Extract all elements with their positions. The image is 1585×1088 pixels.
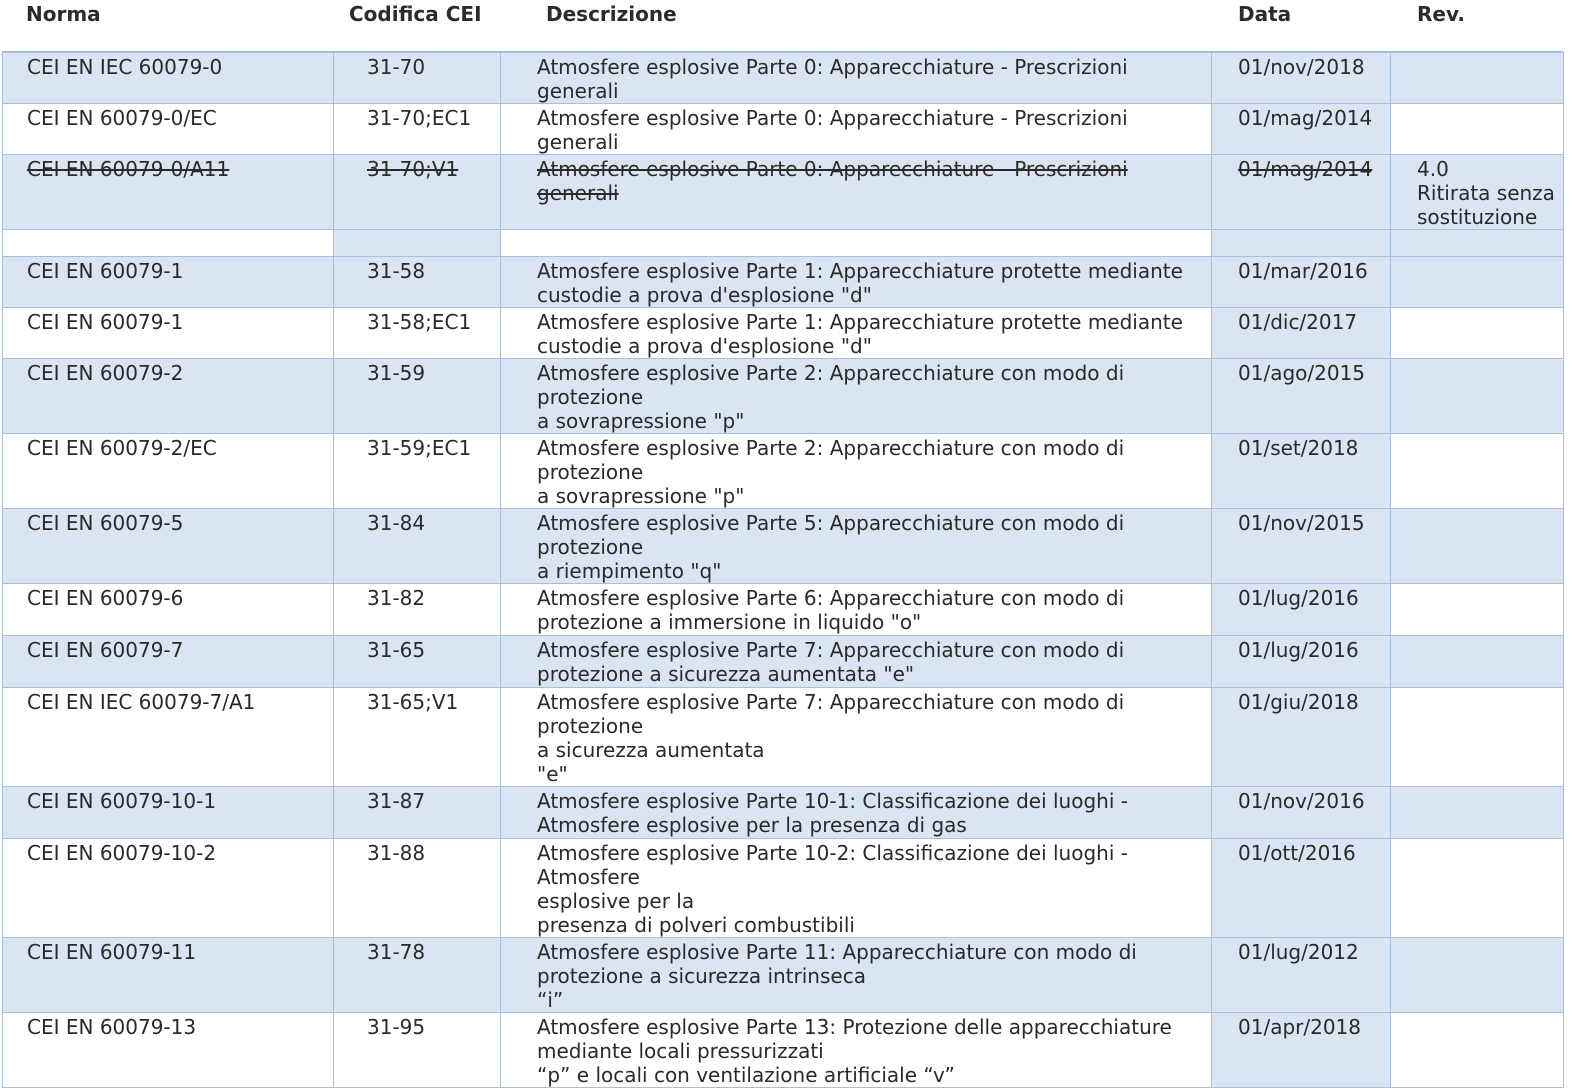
cell-descrizione bbox=[501, 787, 1212, 839]
data-text: 01/dic/2017 bbox=[1238, 310, 1358, 334]
table-row bbox=[3, 53, 1564, 104]
rev-text bbox=[1417, 434, 1563, 436]
cell-descrizione bbox=[501, 688, 1212, 787]
norma-text: CEI EN 60079-6 bbox=[27, 586, 184, 610]
cell-data bbox=[1212, 104, 1391, 155]
rev-text bbox=[1417, 257, 1563, 259]
descrizione-text: Atmosfere esplosive Parte 1: Apparecchiature protette mediante custodie a prova d'esplosione "d" bbox=[537, 310, 1183, 358]
cell-descrizione bbox=[501, 509, 1212, 584]
rev-text bbox=[1417, 938, 1563, 940]
norma-text bbox=[27, 230, 333, 232]
cell-norma bbox=[3, 636, 334, 688]
cell-descrizione bbox=[501, 434, 1212, 509]
cell-norma bbox=[3, 688, 334, 787]
cell-codifica bbox=[334, 230, 501, 257]
header-data: Data bbox=[1238, 2, 1292, 26]
norma-text: CEI EN IEC 60079-7/A1 bbox=[27, 690, 256, 714]
standards-table bbox=[2, 52, 1564, 1088]
cell-norma bbox=[3, 584, 334, 636]
descrizione-text: Atmosfere esplosive Parte 7: Apparecchiature con modo di protezione a sicurezza aumentata "e" bbox=[537, 638, 1125, 686]
cell-descrizione bbox=[501, 1013, 1212, 1088]
codifica-text bbox=[367, 230, 500, 232]
cell-rev bbox=[1391, 230, 1564, 257]
table-row bbox=[3, 257, 1564, 308]
cell-codifica bbox=[334, 1013, 501, 1088]
codifica-text: 31-58 bbox=[367, 259, 426, 283]
rev-text bbox=[1417, 584, 1563, 586]
table-row bbox=[3, 839, 1564, 938]
table-row bbox=[3, 636, 1564, 688]
table-row bbox=[3, 509, 1564, 584]
descrizione-text: Atmosfere esplosive Parte 10-1: Classificazione dei luoghi - Atmosfere esplosive per la presenza di gas bbox=[537, 789, 1128, 837]
cell-codifica bbox=[334, 53, 501, 104]
cell-norma bbox=[3, 257, 334, 308]
norma-text: CEI EN 60079-10-2 bbox=[27, 841, 217, 865]
codifica-text: 31-82 bbox=[367, 586, 426, 610]
cell-norma bbox=[3, 155, 334, 230]
cell-rev bbox=[1391, 584, 1564, 636]
cell-norma bbox=[3, 308, 334, 359]
cell-codifica bbox=[334, 688, 501, 787]
codifica-text: 31-95 bbox=[367, 1015, 426, 1039]
cell-rev bbox=[1391, 155, 1564, 230]
rev-text bbox=[1417, 104, 1563, 106]
cell-data bbox=[1212, 230, 1391, 257]
table-row bbox=[3, 787, 1564, 839]
header-rev: Rev. bbox=[1417, 2, 1465, 26]
rev-text bbox=[1417, 839, 1563, 841]
cell-descrizione bbox=[501, 230, 1212, 257]
data-text: 01/nov/2015 bbox=[1238, 511, 1365, 535]
descrizione-text: Atmosfere esplosive Parte 2: Apparecchiature con modo di protezione a sovrapressione "p" bbox=[537, 436, 1125, 508]
cell-norma bbox=[3, 509, 334, 584]
cell-data bbox=[1212, 53, 1391, 104]
cell-rev bbox=[1391, 688, 1564, 787]
cell-codifica bbox=[334, 308, 501, 359]
cell-data bbox=[1212, 636, 1391, 688]
descrizione-text: Atmosfere esplosive Parte 0: Apparecchiature - Prescrizioni generali bbox=[537, 157, 1128, 205]
cell-descrizione bbox=[501, 308, 1212, 359]
codifica-text: 31-58;EC1 bbox=[367, 310, 472, 334]
norma-text: CEI EN 60079-1 bbox=[27, 310, 184, 334]
table-row bbox=[3, 688, 1564, 787]
codifica-text: 31-65;V1 bbox=[367, 690, 459, 714]
cell-descrizione bbox=[501, 584, 1212, 636]
table-row bbox=[3, 155, 1564, 230]
cell-rev bbox=[1391, 104, 1564, 155]
descrizione-text bbox=[537, 230, 1211, 232]
cell-data bbox=[1212, 155, 1391, 230]
norma-text: CEI EN 60079-7 bbox=[27, 638, 184, 662]
table-row bbox=[3, 1013, 1564, 1088]
rev-text bbox=[1417, 787, 1563, 789]
cell-norma bbox=[3, 53, 334, 104]
rev-text bbox=[1417, 509, 1563, 511]
data-text: 01/mag/2014 bbox=[1238, 157, 1373, 181]
cell-data bbox=[1212, 434, 1391, 509]
norma-text: CEI EN 60079-5 bbox=[27, 511, 184, 535]
rev-text bbox=[1417, 308, 1563, 310]
cell-descrizione bbox=[501, 257, 1212, 308]
cell-rev bbox=[1391, 257, 1564, 308]
descrizione-text: Atmosfere esplosive Parte 6: Apparecchiature con modo di protezione a immersione in liquido "o" bbox=[537, 586, 1125, 634]
norma-text: CEI EN IEC 60079-0 bbox=[27, 55, 223, 79]
cell-norma bbox=[3, 434, 334, 509]
cell-rev bbox=[1391, 359, 1564, 434]
cell-codifica bbox=[334, 839, 501, 938]
data-text bbox=[1238, 230, 1390, 232]
rev-text bbox=[1417, 688, 1563, 690]
table-row bbox=[3, 359, 1564, 434]
data-text: 01/lug/2016 bbox=[1238, 638, 1359, 662]
norma-text: CEI EN 60079-1 bbox=[27, 259, 184, 283]
descrizione-text: Atmosfere esplosive Parte 1: Apparecchiature protette mediante custodie a prova d'esplosione "d" bbox=[537, 259, 1183, 307]
data-text: 01/nov/2018 bbox=[1238, 55, 1365, 79]
norma-text: CEI EN 60079-13 bbox=[27, 1015, 197, 1039]
cell-norma bbox=[3, 359, 334, 434]
cell-codifica bbox=[334, 257, 501, 308]
cell-codifica bbox=[334, 509, 501, 584]
cell-rev bbox=[1391, 509, 1564, 584]
descrizione-text: Atmosfere esplosive Parte 0: Apparecchiature - Prescrizioni generali bbox=[537, 55, 1128, 103]
cell-rev bbox=[1391, 787, 1564, 839]
cell-codifica bbox=[334, 584, 501, 636]
cell-data bbox=[1212, 839, 1391, 938]
cell-data bbox=[1212, 359, 1391, 434]
cell-codifica bbox=[334, 155, 501, 230]
cell-codifica bbox=[334, 434, 501, 509]
descrizione-text: Atmosfere esplosive Parte 0: Apparecchiature - Prescrizioni generali bbox=[537, 106, 1128, 154]
cell-data bbox=[1212, 257, 1391, 308]
cell-descrizione bbox=[501, 839, 1212, 938]
norma-text: CEI EN 60079-0/A11 bbox=[27, 157, 230, 181]
cell-data bbox=[1212, 509, 1391, 584]
codifica-text: 31-70;V1 bbox=[367, 157, 459, 181]
data-text: 01/ott/2016 bbox=[1238, 841, 1356, 865]
cell-rev bbox=[1391, 636, 1564, 688]
cell-norma bbox=[3, 230, 334, 257]
cell-rev bbox=[1391, 434, 1564, 509]
descrizione-text: Atmosfere esplosive Parte 2: Apparecchiature con modo di protezione a sovrapressione "p" bbox=[537, 361, 1125, 433]
cell-codifica bbox=[334, 636, 501, 688]
cell-norma bbox=[3, 839, 334, 938]
cell-data bbox=[1212, 688, 1391, 787]
cell-norma bbox=[3, 787, 334, 839]
descrizione-text: Atmosfere esplosive Parte 11: Apparecchiature con modo di protezione a sicurezza intrinseca “i” bbox=[537, 940, 1137, 1012]
data-text: 01/ago/2015 bbox=[1238, 361, 1366, 385]
codifica-text: 31-70 bbox=[367, 55, 426, 79]
cell-codifica bbox=[334, 104, 501, 155]
rev-text bbox=[1417, 1013, 1563, 1015]
cell-data bbox=[1212, 938, 1391, 1013]
cell-rev bbox=[1391, 839, 1564, 938]
codifica-text: 31-87 bbox=[367, 789, 426, 813]
cell-codifica bbox=[334, 359, 501, 434]
norma-text: CEI EN 60079-10-1 bbox=[27, 789, 217, 813]
data-text: 01/lug/2016 bbox=[1238, 586, 1359, 610]
cell-codifica bbox=[334, 787, 501, 839]
cell-descrizione bbox=[501, 636, 1212, 688]
header-descrizione: Descrizione bbox=[546, 2, 677, 26]
header-codifica: Codifica CEI bbox=[349, 2, 482, 26]
header-norma: Norma bbox=[26, 2, 101, 26]
data-text: 01/giu/2018 bbox=[1238, 690, 1359, 714]
table-row bbox=[3, 308, 1564, 359]
table-row bbox=[3, 230, 1564, 257]
codifica-text: 31-65 bbox=[367, 638, 426, 662]
norma-text: CEI EN 60079-2 bbox=[27, 361, 184, 385]
codifica-text: 31-88 bbox=[367, 841, 426, 865]
codifica-text: 31-70;EC1 bbox=[367, 106, 472, 130]
table-header bbox=[0, 0, 1565, 52]
descrizione-text: Atmosfere esplosive Parte 13: Protezione delle apparecchiature mediante locali pressurizzati “p” e locali con ventilazione artificiale “v” bbox=[537, 1015, 1172, 1087]
cell-data bbox=[1212, 1013, 1391, 1088]
table-row bbox=[3, 938, 1564, 1013]
cell-data bbox=[1212, 787, 1391, 839]
norma-text: CEI EN 60079-2/EC bbox=[27, 436, 217, 460]
cell-descrizione bbox=[501, 359, 1212, 434]
cell-norma bbox=[3, 1013, 334, 1088]
cell-data bbox=[1212, 584, 1391, 636]
cell-codifica bbox=[334, 938, 501, 1013]
data-text: 01/mag/2014 bbox=[1238, 106, 1373, 130]
norma-text: CEI EN 60079-0/EC bbox=[27, 106, 217, 130]
codifica-text: 31-84 bbox=[367, 511, 426, 535]
data-text: 01/set/2018 bbox=[1238, 436, 1359, 460]
cell-norma bbox=[3, 104, 334, 155]
rev-text: 4.0 Ritirata senza sostituzione bbox=[1417, 157, 1555, 229]
cell-descrizione bbox=[501, 104, 1212, 155]
cell-data bbox=[1212, 308, 1391, 359]
descrizione-text: Atmosfere esplosive Parte 7: Apparecchiature con modo di protezione a sicurezza aumentata "e" bbox=[537, 690, 1125, 786]
rev-text bbox=[1417, 53, 1563, 55]
rev-text bbox=[1417, 359, 1563, 361]
cell-rev bbox=[1391, 53, 1564, 104]
cell-rev bbox=[1391, 308, 1564, 359]
codifica-text: 31-78 bbox=[367, 940, 426, 964]
descrizione-text: Atmosfere esplosive Parte 10-2: Classificazione dei luoghi - Atmosfere esplosive per la presenza di polveri combustibili bbox=[537, 841, 1128, 937]
codifica-text: 31-59;EC1 bbox=[367, 436, 472, 460]
data-text: 01/mar/2016 bbox=[1238, 259, 1368, 283]
cell-norma bbox=[3, 938, 334, 1013]
table-body bbox=[3, 53, 1564, 1088]
table-row bbox=[3, 584, 1564, 636]
codifica-text: 31-59 bbox=[367, 361, 426, 385]
data-text: 01/apr/2018 bbox=[1238, 1015, 1361, 1039]
rev-text bbox=[1417, 230, 1563, 232]
cell-rev bbox=[1391, 938, 1564, 1013]
cell-descrizione bbox=[501, 938, 1212, 1013]
cell-descrizione bbox=[501, 155, 1212, 230]
data-text: 01/lug/2012 bbox=[1238, 940, 1359, 964]
rev-text bbox=[1417, 636, 1563, 638]
cell-rev bbox=[1391, 1013, 1564, 1088]
cell-descrizione bbox=[501, 53, 1212, 104]
data-text: 01/nov/2016 bbox=[1238, 789, 1365, 813]
table-row bbox=[3, 104, 1564, 155]
norma-text: CEI EN 60079-11 bbox=[27, 940, 197, 964]
descrizione-text: Atmosfere esplosive Parte 5: Apparecchiature con modo di protezione a riempimento "q" bbox=[537, 511, 1125, 583]
table-row bbox=[3, 434, 1564, 509]
